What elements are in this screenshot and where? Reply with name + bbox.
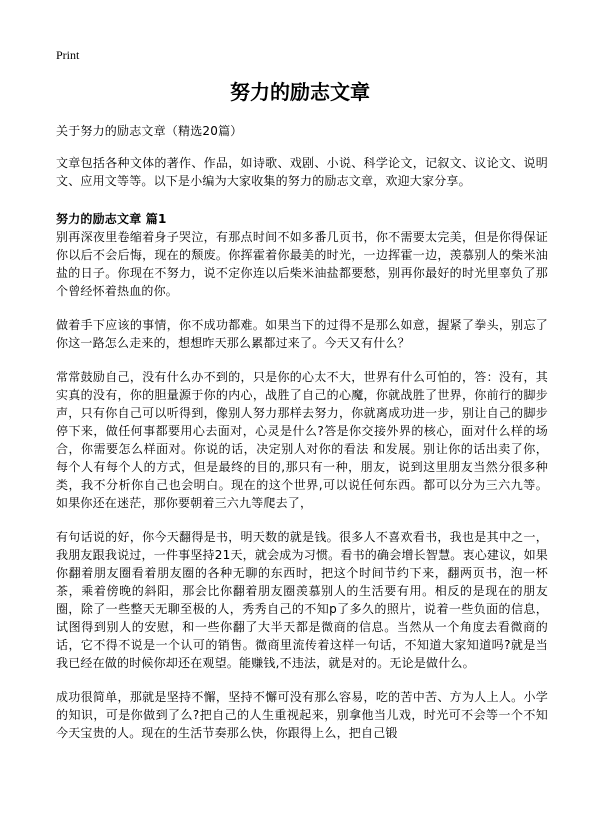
- document-title: 努力的励志文章: [230, 80, 370, 104]
- paragraph: 成功很简单，那就是坚持不懈，坚持不懈可没有那么容易，吃的苦中苦、方为人上人。小学的知识，可是你做到了么?把自己的人生重视起来，别拿他当儿戏，时光可不会等一个不知今天宝贵的人。现在的生活节奏那么快，你跟得上么，把自己锻: [56, 690, 548, 740]
- document-body: [56, 122, 548, 758]
- print-link[interactable]: Print: [56, 48, 80, 62]
- paragraph: 常常鼓励自己，没有什么办不到的，只是你的心太不大，世界有什么可怕的，答：没有，其实真的没有，你的胆量源于你的内心，战胜了自己的心魔，你就战胜了世界，你前行的脚步声，只有你自己可以听得到，像别人努力那样去努力，你就离成功进一步，别让自己的脚步停下来，做任何事都要用心去面对，心灵是什么?答是你交接外界的核心，面对什么样的场合，你需要怎么样面对。你说的话，决定别人对你的看法 和发展。别让你的话出卖了你，每个人有每个人的方式，但是最终的目的,那只有一种，朋友，说到这里朋友当然分很多种类，我不分析你自己也会明白。现在的这个世界,可以说任何东西。都可以分为三六九等。如果你还在迷茫，那你要朝着三六九等爬去了，: [56, 370, 548, 510]
- document-subtitle: 关于努力的励志文章（精选20篇）: [56, 124, 243, 138]
- paragraph: 做着手下应该的事情，你不成功都难。如果当下的过得不是那么如意，握紧了拳头，别忘了你这一路怎么走来的，想想昨天那么累都过来了。今天又有什么？: [56, 318, 548, 350]
- intro-paragraph: 文章包括各种文体的著作、作品，如诗歌、戏剧、小说、科学论文，记叙文、议论文、说明文、应用文等等。以下是小编为大家收集的努力的励志文章，欢迎大家分享。: [56, 156, 548, 188]
- paragraph: 别再深夜里卷缩着身子哭泣，有那点时间不如多番几页书，你不需要太完美，但是你得保证你以后不会后悔，现在的颓废。你挥霍着你最美的时光，一边挥霍一边，羡慕别人的柴米油盐的日子。你现在不努力，说不定你连以后柴米油盐都要愁，别再你最好的时光里辜负了那个曾经怀着热血的你。: [56, 230, 548, 298]
- section-heading: 努力的励志文章 篇1: [56, 212, 167, 226]
- paragraph: 有句话说的好，你今天翻得是书，明天数的就是钱。很多人不喜欢看书，我也是其中之一，我朋友跟我说过，一件事坚持21天，就会成为习惯。看书的确会增长智慧。衷心建议，如果你翻着朋友圈看着朋友圈的各种无聊的东西时，把这个时间节约下来，翻两页书，泡一杯茶，乘着傍晚的斜阳，那会比你翻着朋友圈羡慕别人的生活要有用。相反的是现在的朋友圈，除了一些整天无聊至极的人，秀秀自己的不知p了多久的照片，说着一些负面的信息，试图得到别人的安慰，和一些你翻了大半天都是微商的信息。当然从一个角度去看微商的话，它不得不说是一个认可的销售。微商里流传着这样一句话，不知道大家知道吗?就是当我已经在做的时候你却还在观望。能赚钱,不违法，就是对的。无论是做什么。: [56, 530, 548, 670]
